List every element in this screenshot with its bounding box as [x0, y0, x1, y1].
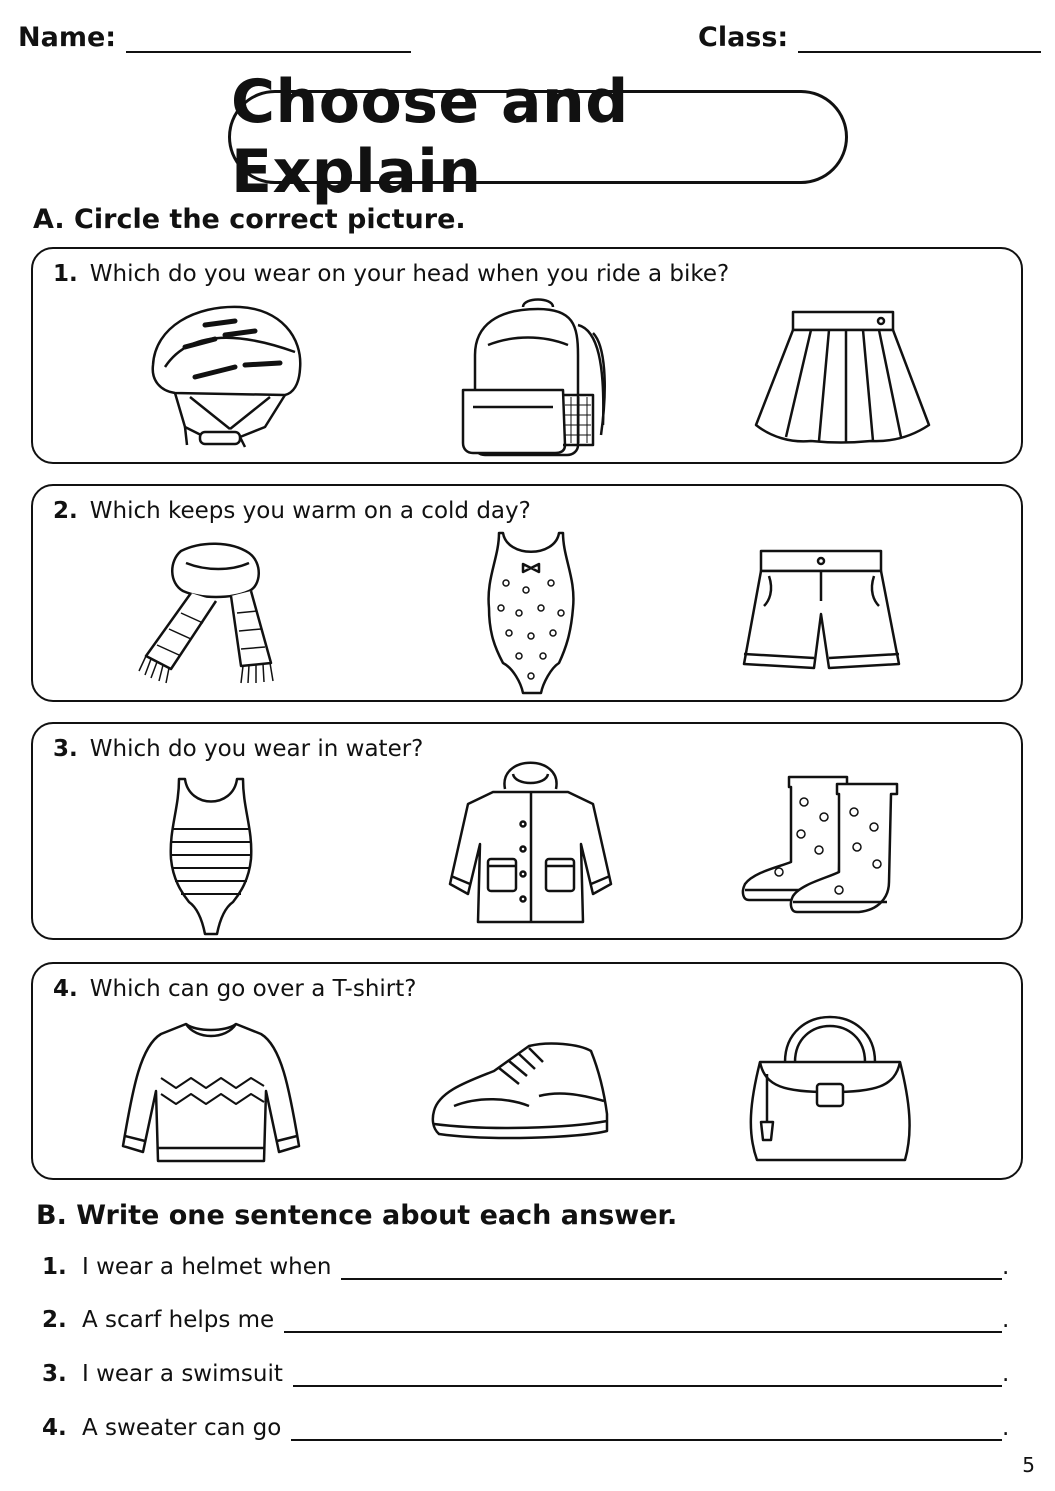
section-a-heading: A. Circle the correct picture.: [33, 204, 466, 235]
scarf-icon[interactable]: [131, 541, 296, 686]
section-b-heading: B. Write one sentence about each answer.: [36, 1200, 678, 1231]
sentence-3: [42, 1361, 1012, 1387]
answer-line-4[interactable]: [291, 1419, 1002, 1441]
sentence-number: 4.: [42, 1415, 67, 1441]
skirt-icon[interactable]: [751, 307, 936, 452]
class-line[interactable]: [798, 25, 1041, 53]
question-text: Which keeps you warm on a cold day?: [89, 498, 531, 524]
raincoat-icon[interactable]: [443, 744, 618, 929]
sentence-end: .: [1002, 1361, 1010, 1387]
class-label: Class:: [698, 22, 789, 53]
sentence-number: 1.: [42, 1254, 67, 1280]
name-label: Name:: [18, 22, 117, 53]
question-number: 1.: [53, 261, 78, 287]
sentence-end: .: [1002, 1254, 1010, 1280]
question-2-box: [31, 484, 1023, 702]
answer-line-3[interactable]: [293, 1365, 1002, 1387]
question-number: 4.: [53, 976, 78, 1002]
question-1: [53, 261, 729, 287]
rain-boots-icon[interactable]: [739, 772, 904, 922]
question-1-box: [31, 247, 1023, 464]
shorts-icon[interactable]: [739, 546, 904, 681]
helmet-icon[interactable]: [145, 297, 315, 457]
page-title: Choose and Explain: [231, 67, 629, 207]
sentence-starter: I wear a helmet when: [82, 1254, 332, 1280]
sentence-number: 2.: [42, 1307, 67, 1333]
polka-dot-swimsuit-icon[interactable]: [481, 528, 581, 698]
sentence-starter: A scarf helps me: [82, 1307, 275, 1333]
handbag-icon[interactable]: [745, 992, 915, 1167]
question-4-box: [31, 962, 1023, 1180]
class-field[interactable]: [698, 22, 1041, 53]
question-3-box: [31, 722, 1023, 940]
sentence-2: [42, 1307, 1012, 1333]
question-2: [53, 498, 531, 524]
sentence-number: 3.: [42, 1361, 67, 1387]
sentence-starter: I wear a swimsuit: [82, 1361, 283, 1387]
striped-swimsuit-icon[interactable]: [161, 774, 261, 939]
sentence-end: .: [1002, 1415, 1010, 1441]
backpack-icon[interactable]: [453, 295, 613, 460]
name-line[interactable]: [126, 25, 411, 53]
sentence-starter: A sweater can go: [82, 1415, 282, 1441]
sentence-1: [42, 1254, 1012, 1280]
answer-line-1[interactable]: [341, 1258, 1002, 1280]
question-4: [53, 976, 416, 1002]
sentence-end: .: [1002, 1307, 1010, 1333]
question-3: [53, 736, 423, 762]
question-text: Which do you wear on your head when you ride a bike?: [89, 261, 730, 287]
title-box: [228, 67, 848, 207]
sentence-4: [42, 1415, 1012, 1441]
sneaker-icon[interactable]: [429, 1036, 614, 1156]
question-number: 3.: [53, 736, 78, 762]
sweater-icon[interactable]: [121, 1016, 301, 1168]
question-number: 2.: [53, 498, 78, 524]
question-text: Which can go over a T-shirt?: [89, 976, 417, 1002]
answer-line-2[interactable]: [284, 1311, 1002, 1333]
page-number: 5: [1022, 1453, 1035, 1477]
name-field[interactable]: [18, 22, 411, 53]
question-text: Which do you wear in water?: [89, 736, 424, 762]
